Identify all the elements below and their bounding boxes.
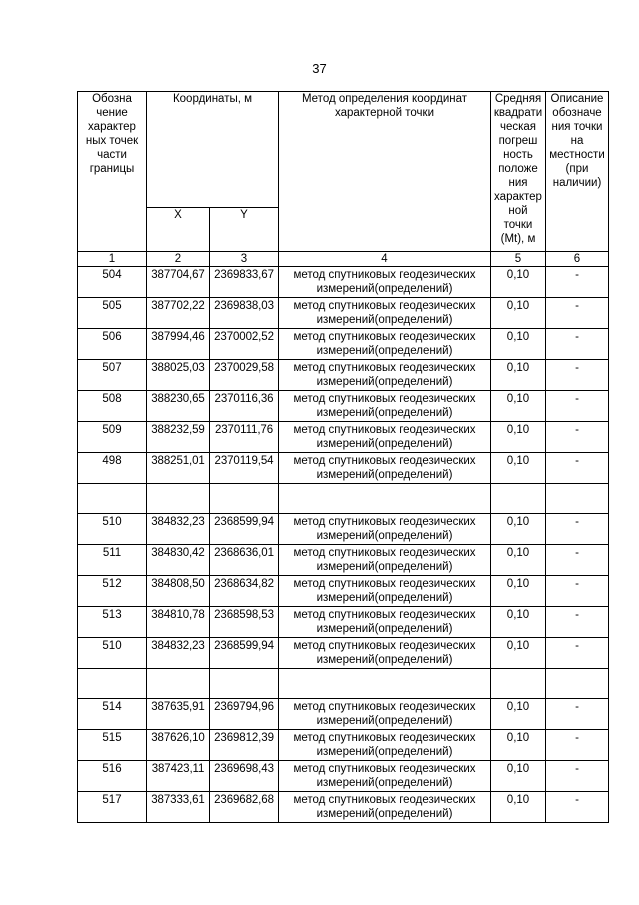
coord-y-cell: 2370116,36 bbox=[210, 391, 279, 422]
empty-cell bbox=[279, 484, 491, 514]
header-line: квадрати bbox=[493, 107, 543, 119]
description-cell: - bbox=[546, 761, 609, 792]
description-cell: - bbox=[546, 267, 609, 298]
header-line: Метод определения координат bbox=[301, 93, 468, 105]
method-cell bbox=[279, 391, 491, 422]
error-value-cell: 0,10 bbox=[491, 391, 546, 422]
description-cell: - bbox=[546, 607, 609, 638]
table-row bbox=[78, 607, 609, 638]
column-number: 6 bbox=[546, 252, 609, 267]
error-value-cell: 0,10 bbox=[491, 453, 546, 484]
method-line: измерений(определений) bbox=[316, 283, 453, 295]
method-cell bbox=[279, 453, 491, 484]
method-line: метод спутниковых геодезических bbox=[293, 393, 476, 405]
empty-cell bbox=[78, 484, 147, 514]
header-line: местности bbox=[549, 149, 605, 161]
column-number: 3 bbox=[210, 252, 279, 267]
method-line: измерений(определений) bbox=[316, 561, 453, 573]
method-line: метод спутниковых геодезических bbox=[293, 763, 476, 775]
point-id-cell: 509 bbox=[78, 422, 147, 453]
header-method bbox=[279, 92, 491, 252]
header-line: наличии) bbox=[552, 177, 602, 189]
table-row bbox=[78, 699, 609, 730]
coord-x-cell: 387423,11 bbox=[147, 761, 210, 792]
header-y: Y bbox=[210, 208, 279, 252]
header-line: положе bbox=[498, 163, 538, 175]
description-cell: - bbox=[546, 329, 609, 360]
column-numbers-row bbox=[78, 252, 609, 267]
header-line: Описание bbox=[550, 93, 604, 105]
method-cell bbox=[279, 329, 491, 360]
coord-y-cell: 2370002,52 bbox=[210, 329, 279, 360]
header-line: обозначе bbox=[552, 107, 602, 119]
empty-cell bbox=[279, 669, 491, 699]
description-cell: - bbox=[546, 792, 609, 823]
table-row-empty bbox=[78, 669, 609, 699]
coord-x-cell: 388230,65 bbox=[147, 391, 210, 422]
method-line: измерений(определений) bbox=[316, 314, 453, 326]
header-line: Обозна bbox=[92, 93, 132, 105]
coord-y-cell: 2368598,53 bbox=[210, 607, 279, 638]
header-line: точки bbox=[503, 219, 533, 231]
header-line: ных точек bbox=[85, 135, 139, 147]
coord-y-cell: 2368599,94 bbox=[210, 514, 279, 545]
empty-cell bbox=[210, 484, 279, 514]
method-line: измерений(определений) bbox=[316, 438, 453, 450]
description-cell: - bbox=[546, 576, 609, 607]
method-line: метод спутниковых геодезических bbox=[293, 516, 476, 528]
header-line: ния bbox=[508, 177, 528, 189]
empty-cell bbox=[210, 669, 279, 699]
method-line: метод спутниковых геодезических bbox=[293, 794, 476, 806]
table-header bbox=[78, 92, 609, 267]
coord-y-cell: 2370029,58 bbox=[210, 360, 279, 391]
method-line: измерений(определений) bbox=[316, 623, 453, 635]
method-line: измерений(определений) bbox=[316, 654, 453, 666]
page-number: 37 bbox=[312, 61, 327, 76]
point-id-cell: 504 bbox=[78, 267, 147, 298]
header-line: границы bbox=[89, 163, 135, 175]
point-id-cell: 508 bbox=[78, 391, 147, 422]
method-cell bbox=[279, 792, 491, 823]
point-id-cell: 513 bbox=[78, 607, 147, 638]
error-value-cell: 0,10 bbox=[491, 298, 546, 329]
table-body bbox=[78, 267, 609, 823]
description-cell: - bbox=[546, 360, 609, 391]
method-cell bbox=[279, 360, 491, 391]
header-line: чение bbox=[96, 107, 128, 119]
method-cell bbox=[279, 267, 491, 298]
table-row bbox=[78, 329, 609, 360]
point-id-cell: 511 bbox=[78, 545, 147, 576]
table-row bbox=[78, 422, 609, 453]
header-line: характер bbox=[494, 191, 542, 203]
error-value-cell: 0,10 bbox=[491, 792, 546, 823]
coord-y-cell: 2369698,43 bbox=[210, 761, 279, 792]
coord-y-cell: 2370111,76 bbox=[210, 422, 279, 453]
method-line: метод спутниковых геодезических bbox=[293, 701, 476, 713]
empty-cell bbox=[147, 484, 210, 514]
point-id-cell: 512 bbox=[78, 576, 147, 607]
coord-x-cell: 387635,91 bbox=[147, 699, 210, 730]
header-line: Средняя bbox=[494, 93, 542, 105]
method-line: измерений(определений) bbox=[316, 746, 453, 758]
point-id-cell: 507 bbox=[78, 360, 147, 391]
error-value-cell: 0,10 bbox=[491, 576, 546, 607]
coord-y-cell: 2369682,68 bbox=[210, 792, 279, 823]
error-value-cell: 0,10 bbox=[491, 638, 546, 669]
method-line: измерений(определений) bbox=[316, 592, 453, 604]
description-cell: - bbox=[546, 422, 609, 453]
header-line: (Mt), м bbox=[500, 233, 536, 245]
error-value-cell: 0,10 bbox=[491, 607, 546, 638]
column-number: 2 bbox=[147, 252, 210, 267]
coord-y-cell: 2368636,01 bbox=[210, 545, 279, 576]
point-id-cell: 506 bbox=[78, 329, 147, 360]
point-id-cell: 516 bbox=[78, 761, 147, 792]
header-designation bbox=[78, 92, 147, 252]
error-value-cell: 0,10 bbox=[491, 360, 546, 391]
coord-x-cell: 387333,61 bbox=[147, 792, 210, 823]
error-value-cell: 0,10 bbox=[491, 329, 546, 360]
coord-x-cell: 388025,03 bbox=[147, 360, 210, 391]
empty-cell bbox=[491, 484, 546, 514]
header-error bbox=[491, 92, 546, 252]
method-line: измерений(определений) bbox=[316, 407, 453, 419]
empty-cell bbox=[491, 669, 546, 699]
table-row bbox=[78, 792, 609, 823]
coord-y-cell: 2368634,82 bbox=[210, 576, 279, 607]
table-row bbox=[78, 638, 609, 669]
point-id-cell: 517 bbox=[78, 792, 147, 823]
header-line: (при bbox=[565, 163, 589, 175]
point-id-cell: 498 bbox=[78, 453, 147, 484]
error-value-cell: 0,10 bbox=[491, 699, 546, 730]
coord-y-cell: 2368599,94 bbox=[210, 638, 279, 669]
coord-y-cell: 2369812,39 bbox=[210, 730, 279, 761]
description-cell: - bbox=[546, 298, 609, 329]
header-line: ческая bbox=[499, 121, 537, 133]
error-value-cell: 0,10 bbox=[491, 514, 546, 545]
coord-x-cell: 384832,23 bbox=[147, 638, 210, 669]
boundary-points-table bbox=[77, 91, 609, 823]
header-line: характерной точки bbox=[335, 107, 434, 119]
empty-cell bbox=[546, 669, 609, 699]
method-line: метод спутниковых геодезических bbox=[293, 609, 476, 621]
description-cell: - bbox=[546, 699, 609, 730]
method-cell bbox=[279, 422, 491, 453]
header-line: ной bbox=[508, 205, 528, 217]
method-line: метод спутниковых геодезических bbox=[293, 300, 476, 312]
method-line: измерений(определений) bbox=[316, 715, 453, 727]
coord-x-cell: 384830,42 bbox=[147, 545, 210, 576]
coord-x-cell: 384810,78 bbox=[147, 607, 210, 638]
point-id-cell: 515 bbox=[78, 730, 147, 761]
table-row-empty bbox=[78, 484, 609, 514]
column-number: 4 bbox=[279, 252, 491, 267]
coord-y-cell: 2369794,96 bbox=[210, 699, 279, 730]
table-row bbox=[78, 391, 609, 422]
coord-x-cell: 384832,23 bbox=[147, 514, 210, 545]
method-line: метод спутниковых геодезических bbox=[293, 732, 476, 744]
method-cell bbox=[279, 761, 491, 792]
column-number: 5 bbox=[491, 252, 546, 267]
method-cell bbox=[279, 699, 491, 730]
coord-x-cell: 387994,46 bbox=[147, 329, 210, 360]
error-value-cell: 0,10 bbox=[491, 730, 546, 761]
method-line: метод спутниковых геодезических bbox=[293, 424, 476, 436]
coord-x-cell: 387626,10 bbox=[147, 730, 210, 761]
method-line: метод спутниковых геодезических bbox=[293, 578, 476, 590]
method-line: метод спутниковых геодезических bbox=[293, 269, 476, 281]
header-description bbox=[546, 92, 609, 252]
method-line: метод спутниковых геодезических bbox=[293, 455, 476, 467]
method-line: метод спутниковых геодезических bbox=[293, 331, 476, 343]
description-cell: - bbox=[546, 730, 609, 761]
table-row bbox=[78, 298, 609, 329]
description-cell: - bbox=[546, 453, 609, 484]
method-cell bbox=[279, 514, 491, 545]
method-line: измерений(определений) bbox=[316, 345, 453, 357]
header-x: X bbox=[147, 208, 210, 252]
coord-y-cell: 2370119,54 bbox=[210, 453, 279, 484]
point-id-cell: 510 bbox=[78, 638, 147, 669]
header-line: погреш bbox=[498, 135, 538, 147]
description-cell: - bbox=[546, 514, 609, 545]
method-line: метод спутниковых геодезических bbox=[293, 362, 476, 374]
method-cell bbox=[279, 298, 491, 329]
header-line: ния точки bbox=[551, 121, 603, 133]
method-line: измерений(определений) bbox=[316, 469, 453, 481]
coord-y-cell: 2369833,67 bbox=[210, 267, 279, 298]
method-cell bbox=[279, 730, 491, 761]
method-line: измерений(определений) bbox=[316, 777, 453, 789]
point-id-cell: 514 bbox=[78, 699, 147, 730]
empty-cell bbox=[147, 669, 210, 699]
empty-cell bbox=[78, 669, 147, 699]
coord-y-cell: 2369838,03 bbox=[210, 298, 279, 329]
header-line: на bbox=[570, 135, 584, 147]
method-cell bbox=[279, 576, 491, 607]
table-row bbox=[78, 545, 609, 576]
header-line: ность bbox=[503, 149, 533, 161]
error-value-cell: 0,10 bbox=[491, 545, 546, 576]
table-row bbox=[78, 730, 609, 761]
coord-x-cell: 387702,22 bbox=[147, 298, 210, 329]
table-row bbox=[78, 360, 609, 391]
empty-cell bbox=[546, 484, 609, 514]
method-line: метод спутниковых геодезических bbox=[293, 547, 476, 559]
error-value-cell: 0,10 bbox=[491, 422, 546, 453]
column-number: 1 bbox=[78, 252, 147, 267]
coord-x-cell: 388232,59 bbox=[147, 422, 210, 453]
method-line: измерений(определений) bbox=[316, 808, 453, 820]
method-cell bbox=[279, 607, 491, 638]
table-row bbox=[78, 453, 609, 484]
coord-x-cell: 384808,50 bbox=[147, 576, 210, 607]
error-value-cell: 0,10 bbox=[491, 267, 546, 298]
method-line: измерений(определений) bbox=[316, 530, 453, 542]
table-row bbox=[78, 576, 609, 607]
method-cell bbox=[279, 545, 491, 576]
header-coordinates: Координаты, м bbox=[147, 92, 279, 208]
coord-x-cell: 388251,01 bbox=[147, 453, 210, 484]
error-value-cell: 0,10 bbox=[491, 761, 546, 792]
header-line: части bbox=[97, 149, 127, 161]
description-cell: - bbox=[546, 391, 609, 422]
header-line: характер bbox=[88, 121, 136, 133]
method-cell bbox=[279, 638, 491, 669]
table-row bbox=[78, 761, 609, 792]
point-id-cell: 505 bbox=[78, 298, 147, 329]
table-row bbox=[78, 267, 609, 298]
coord-x-cell: 387704,67 bbox=[147, 267, 210, 298]
point-id-cell: 510 bbox=[78, 514, 147, 545]
method-line: метод спутниковых геодезических bbox=[293, 640, 476, 652]
table-row bbox=[78, 514, 609, 545]
description-cell: - bbox=[546, 545, 609, 576]
description-cell: - bbox=[546, 638, 609, 669]
method-line: измерений(определений) bbox=[316, 376, 453, 388]
